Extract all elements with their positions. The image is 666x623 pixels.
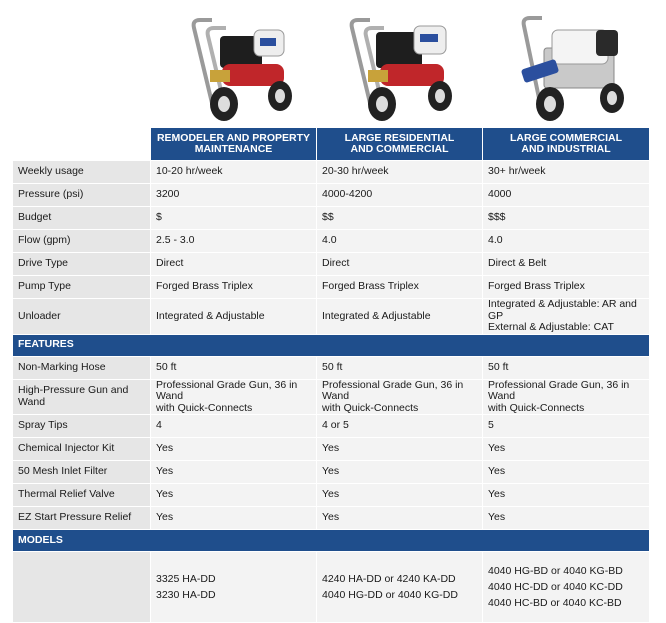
row-value: 30+ hr/week: [483, 161, 650, 184]
specs-section: [13, 161, 650, 335]
table-row: [13, 184, 650, 207]
row-value: 4.0: [483, 230, 650, 253]
row-label: Flow (gpm): [13, 230, 151, 253]
comparison-table: [12, 127, 650, 623]
header-line: AND COMMERCIAL: [350, 143, 449, 155]
row-label: Chemical Injector Kit: [13, 438, 151, 461]
model-number: 3325 HA-DD: [156, 573, 216, 585]
header-row: [13, 128, 650, 161]
header-blank-cell: [13, 128, 151, 161]
row-value: 50 ft: [151, 356, 317, 379]
model-number: 4040 HC-DD or 4040 KC-DD: [488, 581, 623, 593]
pressure-washer-white-image: [500, 8, 640, 126]
model-number: 4040 HC-BD or 4040 KC-BD: [488, 597, 622, 609]
table-row: [13, 253, 650, 276]
value-line: with Quick-Connects: [322, 401, 419, 414]
value-line: Professional Grade Gun, 36 in Wand: [322, 378, 464, 402]
row-value: 5: [483, 415, 650, 438]
row-value: 2.5 - 3.0: [151, 230, 317, 253]
column-header-remodeler: [151, 128, 317, 161]
row-value: Yes: [151, 507, 317, 530]
row-value: 4 or 5: [317, 415, 483, 438]
row-value: Yes: [317, 461, 483, 484]
product-image-3: [500, 8, 640, 126]
models-cell: [151, 552, 317, 623]
row-label: EZ Start Pressure Relief: [13, 507, 151, 530]
row-value: Integrated & Adjustable: [151, 299, 317, 335]
row-value: 20-30 hr/week: [317, 161, 483, 184]
row-label: Drive Type: [13, 253, 151, 276]
row-value: [151, 379, 317, 415]
row-value: 50 ft: [483, 356, 650, 379]
table-row: [13, 415, 650, 438]
row-value: Forged Brass Triplex: [151, 276, 317, 299]
header-line: AND INDUSTRIAL: [521, 143, 611, 155]
row-label: Non-Marking Hose: [13, 356, 151, 379]
pressure-washer-red-image: [172, 8, 312, 126]
row-value: Yes: [483, 484, 650, 507]
row-label: 50 Mesh Inlet Filter: [13, 461, 151, 484]
row-value: [483, 299, 650, 335]
row-value: Yes: [317, 438, 483, 461]
row-label: Unloader: [13, 299, 151, 335]
table-row: [13, 484, 650, 507]
value-line: with Quick-Connects: [156, 401, 253, 414]
column-header-large-residential: [317, 128, 483, 161]
row-label: Budget: [13, 207, 151, 230]
row-value: Direct: [317, 253, 483, 276]
product-image-2: [330, 8, 470, 126]
row-value: Yes: [483, 507, 650, 530]
row-value: Integrated & Adjustable: [317, 299, 483, 335]
value-line: Integrated & Adjustable: AR and GP: [488, 298, 637, 322]
column-header-large-commercial: [483, 128, 650, 161]
row-value: Yes: [483, 438, 650, 461]
row-value: $: [151, 207, 317, 230]
models-row: [13, 552, 650, 623]
row-value: Forged Brass Triplex: [317, 276, 483, 299]
section-title: MODELS: [13, 530, 650, 552]
table-row: [13, 438, 650, 461]
models-cell: [483, 552, 650, 623]
row-value: Yes: [317, 484, 483, 507]
row-label: Thermal Relief Valve: [13, 484, 151, 507]
model-number: 3230 HA-DD: [156, 589, 216, 601]
row-value: Direct: [151, 253, 317, 276]
row-value: $$$: [483, 207, 650, 230]
models-section-header: [13, 530, 650, 552]
header-line: LARGE RESIDENTIAL: [344, 131, 455, 144]
table-row: [13, 161, 650, 184]
row-value: Yes: [317, 507, 483, 530]
table-row: [13, 507, 650, 530]
row-value: Yes: [151, 461, 317, 484]
row-value: Yes: [151, 484, 317, 507]
table-row: [13, 230, 650, 253]
row-label: High-Pressure Gun and Wand: [13, 379, 151, 415]
header-line: LARGE COMMERCIAL: [510, 131, 622, 144]
row-label: Spray Tips: [13, 415, 151, 438]
row-value: 3200: [151, 184, 317, 207]
table-row: [13, 379, 650, 415]
value-line: with Quick-Connects: [488, 401, 585, 414]
row-label: Pump Type: [13, 276, 151, 299]
row-value: Forged Brass Triplex: [483, 276, 650, 299]
model-number: 4240 HA-DD or 4240 KA-DD: [322, 573, 456, 585]
features-section-header: [13, 334, 650, 356]
row-value: 50 ft: [317, 356, 483, 379]
models-cell: [317, 552, 483, 623]
model-number: 4040 HG-DD or 4040 KG-DD: [322, 589, 458, 601]
row-value: $$: [317, 207, 483, 230]
row-value: 4.0: [317, 230, 483, 253]
row-label: Weekly usage: [13, 161, 151, 184]
row-value: [317, 379, 483, 415]
row-value: 4000: [483, 184, 650, 207]
row-value: Direct & Belt: [483, 253, 650, 276]
table-row: [13, 299, 650, 335]
table-row: [13, 207, 650, 230]
row-value: 10-20 hr/week: [151, 161, 317, 184]
features-section: [13, 356, 650, 530]
value-line: Professional Grade Gun, 36 in Wand: [488, 378, 630, 402]
models-label-cell: [13, 552, 151, 623]
pressure-washer-red-image: [330, 8, 470, 126]
row-value: 4000-4200: [317, 184, 483, 207]
row-value: Yes: [151, 438, 317, 461]
table-row: [13, 356, 650, 379]
row-value: 4: [151, 415, 317, 438]
table-row: [13, 276, 650, 299]
table-row: [13, 461, 650, 484]
value-line: Professional Grade Gun, 36 in Wand: [156, 378, 298, 402]
product-image-1: [172, 8, 312, 126]
header-line: MAINTENANCE: [194, 143, 273, 155]
model-number: 4040 HG-BD or 4040 KG-BD: [488, 565, 623, 577]
section-title: FEATURES: [13, 334, 650, 356]
value-line: External & Adjustable: CAT: [488, 321, 614, 333]
header-line: REMODELER AND PROPERTY: [156, 131, 311, 144]
row-value: Yes: [483, 461, 650, 484]
row-label: Pressure (psi): [13, 184, 151, 207]
row-value: [483, 379, 650, 415]
